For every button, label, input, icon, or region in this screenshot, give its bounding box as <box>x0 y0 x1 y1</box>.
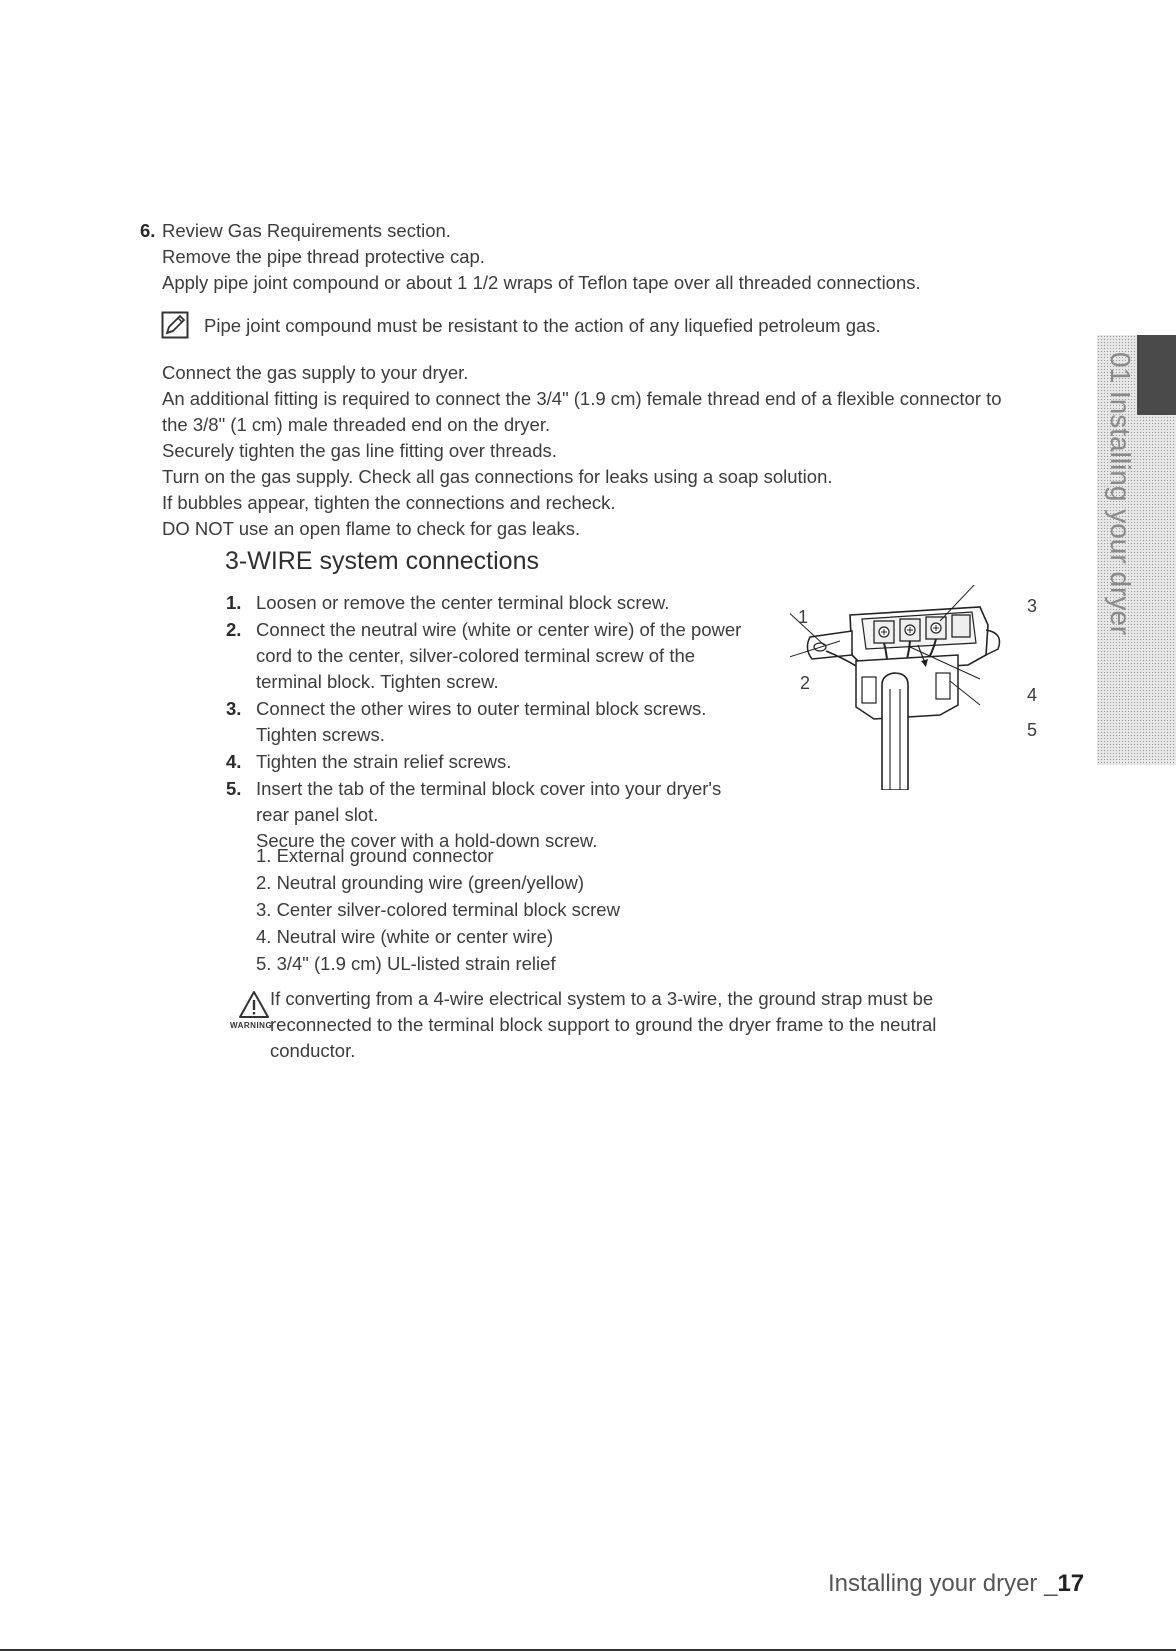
step-6-line: Remove the pipe thread protective cap. <box>162 246 485 267</box>
step-number: 5. <box>226 778 242 799</box>
step-line: Secure the cover with a hold-down screw. <box>256 830 598 851</box>
step-6-line: Apply pipe joint compound or about 1 1/2 wraps of Teflon tape over all threaded connections. <box>162 272 921 293</box>
step-6-line: Turn on the gas supply. Check all gas connections for leaks using a soap solution. <box>162 466 833 487</box>
step-number: 4. <box>226 751 242 772</box>
step-6-line: Securely tighten the gas line fitting over threads. <box>162 440 557 461</box>
diagram-callout: 3 <box>1027 596 1038 616</box>
warning-label: WARNING <box>230 1021 273 1030</box>
section-heading: 3-WIRE system connections <box>225 547 539 575</box>
step-6-line: An additional fitting is required to connect the 3/4" (1.9 cm) female thread end of a flexible connector to <box>162 388 1002 409</box>
step-line: terminal block. Tighten screw. <box>256 671 499 692</box>
page-footer <box>828 1570 1084 1598</box>
footer-text: Installing your dryer _ <box>828 1570 1058 1597</box>
warning-line: reconnected to the terminal block support to ground the dryer frame to the neutral <box>270 1014 937 1035</box>
step-number: 1. <box>226 592 242 613</box>
note-text: Pipe joint compound must be resistant to the action of any liquefied petroleum gas. <box>204 315 881 336</box>
step-line: Tighten screws. <box>256 724 385 745</box>
legend-item: 3. Center silver-colored terminal block screw <box>256 899 620 920</box>
step-line: Connect the neutral wire (white or center wire) of the power <box>256 619 742 640</box>
step-number: 3. <box>226 698 242 719</box>
diagram-callout: 2 <box>800 673 811 693</box>
step-6-line: Review Gas Requirements section. <box>162 220 451 241</box>
step-line: Tighten the strain relief screws. <box>256 751 512 772</box>
step-number: 2. <box>226 619 242 640</box>
warning-line: If converting from a 4-wire electrical system to a 3-wire, the ground strap must be <box>270 988 934 1009</box>
warning-line: conductor. <box>270 1040 356 1061</box>
warning-triangle-icon <box>238 990 270 1020</box>
step-6-line: Connect the gas supply to your dryer. <box>162 362 469 383</box>
legend-item: 1. External ground connector <box>256 845 494 866</box>
page-number: 17 <box>1057 1570 1085 1597</box>
diagram-callout: 4 <box>1027 685 1038 705</box>
note-pencil-icon <box>161 311 189 339</box>
side-tab-label: 01 Installing your dryer <box>1105 352 1136 636</box>
step-line: Loosen or remove the center terminal block screw. <box>256 592 670 613</box>
step-line: Insert the tab of the terminal block cover into your dryer's <box>256 778 722 799</box>
step-6-line: the 3/8" (1 cm) male threaded end on the dryer. <box>162 414 551 435</box>
step-line: Connect the other wires to outer terminal block screws. <box>256 698 707 719</box>
step-6-line: DO NOT use an open flame to check for gas leaks. <box>162 518 581 539</box>
legend-item: 2. Neutral grounding wire (green/yellow) <box>256 872 585 893</box>
step-line: cord to the center, silver-colored terminal screw of the <box>256 645 696 666</box>
legend-item: 4. Neutral wire (white or center wire) <box>256 926 554 947</box>
side-tab-marker <box>1137 335 1176 415</box>
legend-item: 5. 3/4" (1.9 cm) UL-listed strain relief <box>256 953 556 974</box>
diagram-callout: 1 <box>798 607 809 627</box>
step-line: rear panel slot. <box>256 804 379 825</box>
diagram-callout: 5 <box>1027 720 1038 740</box>
terminal-block-diagram <box>790 585 1050 790</box>
step-6-line: If bubbles appear, tighten the connections and recheck. <box>162 492 616 513</box>
step-6-number: 6. <box>140 220 156 241</box>
